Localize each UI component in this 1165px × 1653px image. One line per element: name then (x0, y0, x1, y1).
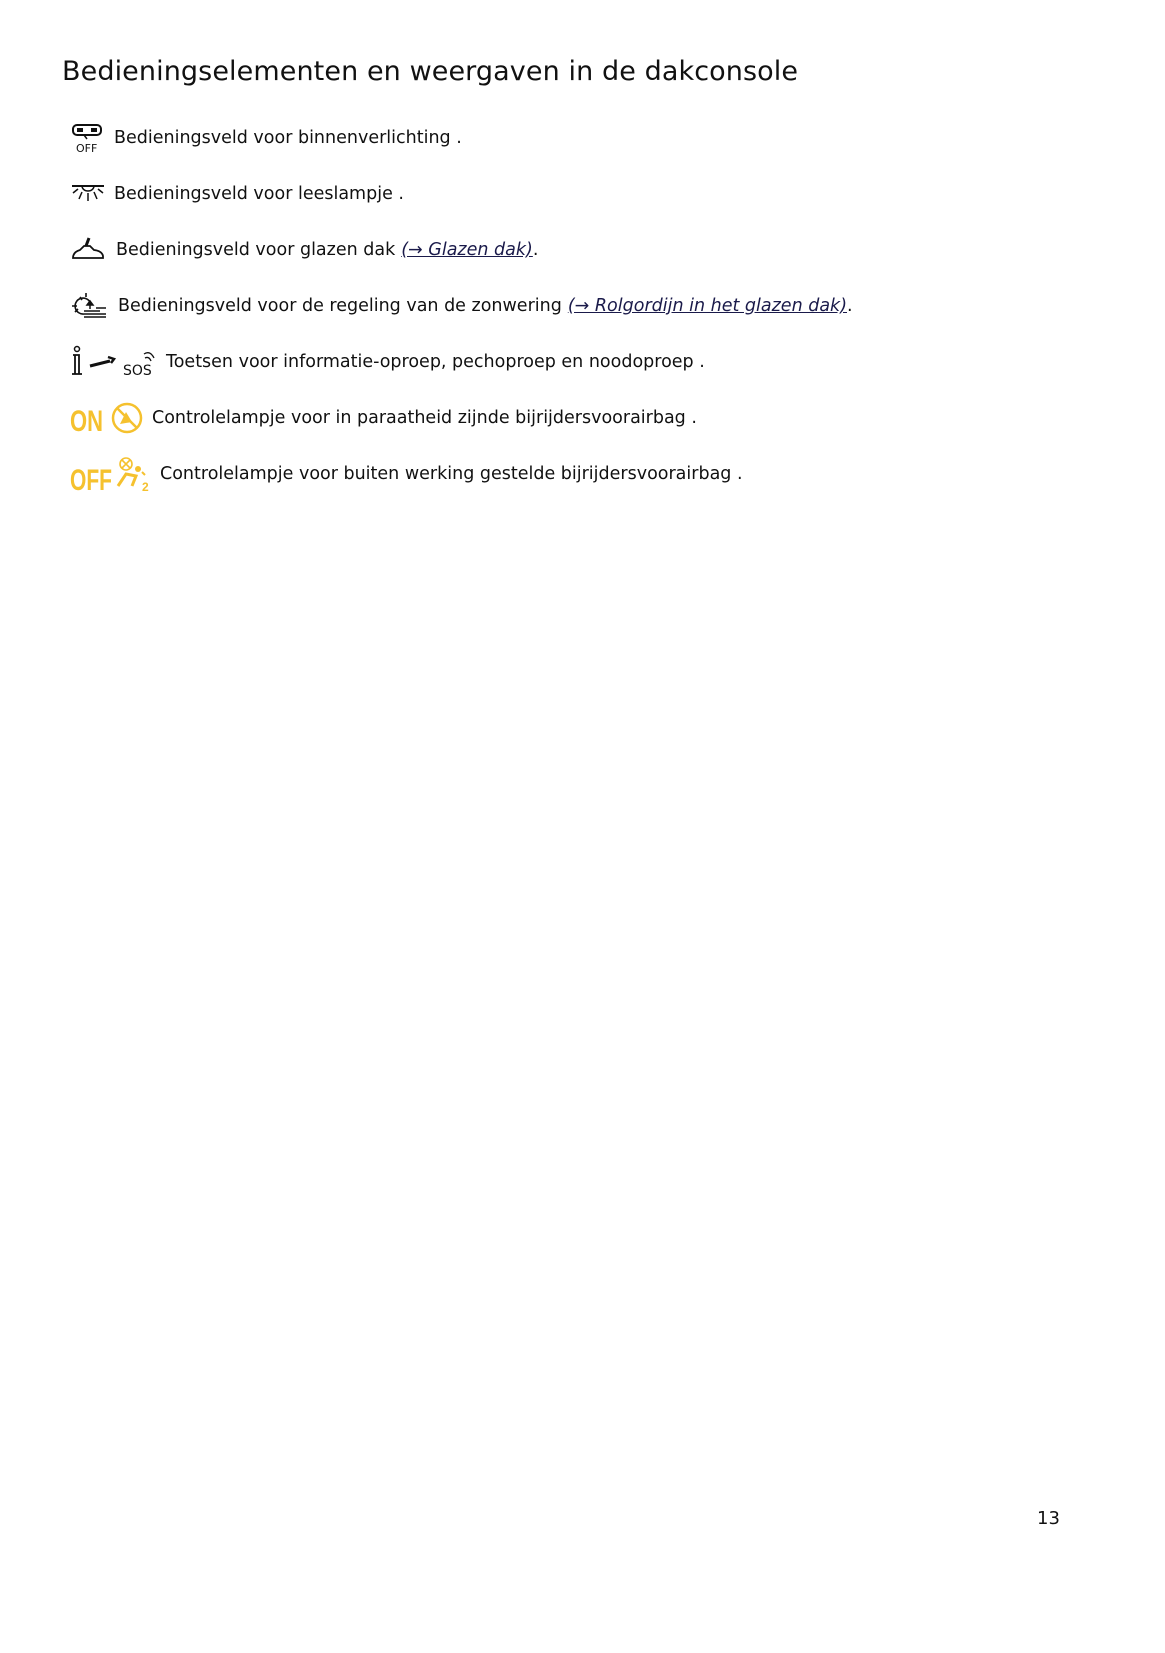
sos-label: SOS (123, 363, 152, 379)
list-item (70, 120, 462, 156)
airbag-off-icon (70, 456, 152, 492)
interior-light-off-icon (70, 120, 106, 156)
page-number: 13 (1037, 1508, 1060, 1529)
glazen-dak-link[interactable]: (→ Glazen dak) (401, 240, 533, 260)
item-text: Toetsen voor informatie-oproep, pechoproep en noodoproep . (166, 352, 705, 372)
info-icon (72, 347, 82, 375)
sunblind-icon (70, 288, 108, 324)
item-text: Bedieningsveld voor binnenverlichting . (114, 128, 462, 148)
airbag-on-icon (70, 400, 144, 436)
list-item (70, 232, 538, 268)
list-item (70, 288, 853, 324)
wrench-icon (90, 357, 114, 366)
sos-icon (123, 353, 154, 379)
rolgordijn-link[interactable]: (→ Rolgordijn in het glazen dak) (567, 296, 848, 316)
item-text: Controlelampje voor buiten werking gestelde bijrijdersvoorairbag . (160, 464, 743, 484)
item-text: Bedieningsveld voor glazen dak (116, 240, 396, 260)
list-item (70, 400, 697, 436)
punctuation: . (847, 296, 853, 316)
list-item (70, 456, 743, 492)
item-text: Controlelampje voor in paraatheid zijnde bijrijdersvoorairbag . (152, 408, 697, 428)
seat-number: 2 (142, 480, 149, 492)
list-item (70, 176, 404, 212)
reading-lamp-icon (70, 176, 106, 212)
glass-roof-icon (70, 232, 106, 268)
icon-off-label: OFF (76, 142, 98, 155)
punctuation: . (532, 240, 539, 260)
on-label: ON (70, 405, 103, 436)
info-breakdown-sos-icons (70, 344, 156, 380)
item-text: Bedieningsveld voor de regeling van de zonwering (118, 296, 562, 316)
page-title: Bedieningselementen en weergaven in de dakconsole (62, 56, 799, 87)
item-text: Bedieningsveld voor leeslampje . (114, 184, 404, 204)
list-item (70, 344, 705, 380)
off-label: OFF (70, 464, 112, 492)
